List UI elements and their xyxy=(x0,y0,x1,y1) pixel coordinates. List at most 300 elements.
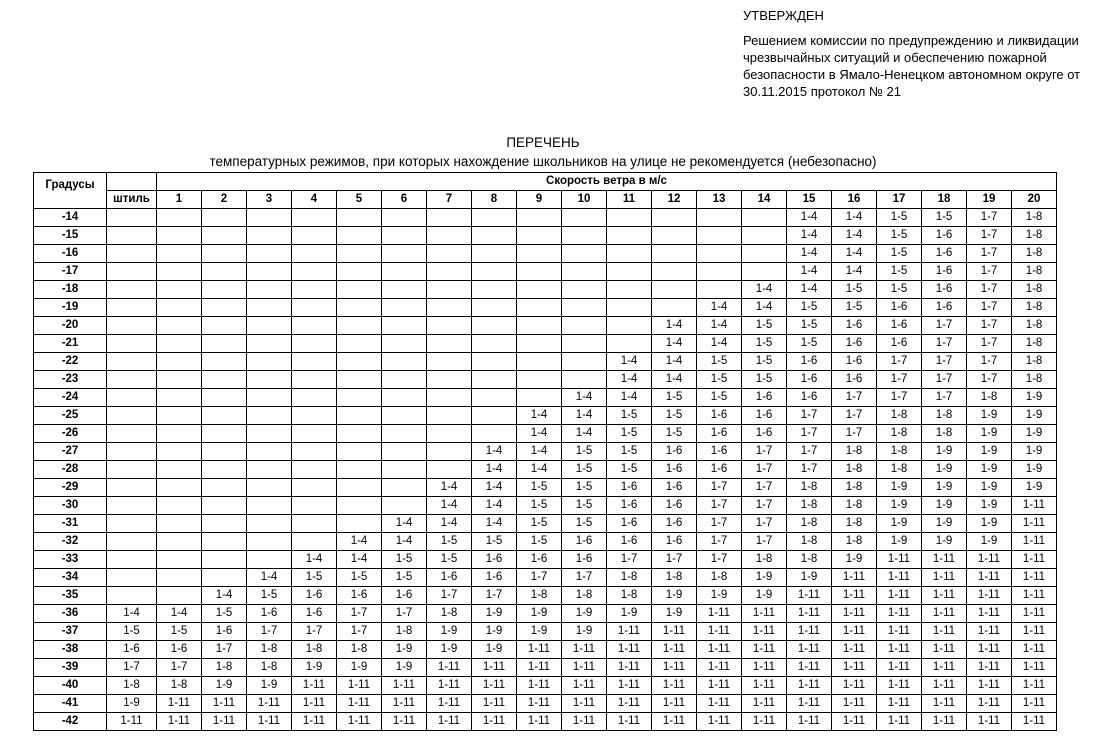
value-cell: 1-9 xyxy=(922,533,967,551)
value-cell: 1-5 xyxy=(877,227,922,245)
value-cell: 1-7 xyxy=(787,407,832,425)
value-cell: 1-11 xyxy=(1012,497,1057,515)
value-cell: 1-7 xyxy=(607,551,652,569)
value-cell: 1-7 xyxy=(292,623,337,641)
table-row xyxy=(34,299,1057,317)
document-subtitle: температурных режимов, при которых нахождение школьников на улице не рекомендуется (небезопасно) xyxy=(209,154,877,169)
value-cell xyxy=(247,281,292,299)
value-cell: 1-9 xyxy=(472,641,517,659)
value-cell: 1-9 xyxy=(427,641,472,659)
value-cell: 1-11 xyxy=(427,713,472,731)
value-cell: 1-4 xyxy=(787,245,832,263)
value-cell xyxy=(697,281,742,299)
value-cell: 1-6 xyxy=(742,407,787,425)
table-body xyxy=(34,209,1057,731)
table-row xyxy=(34,695,1057,713)
value-cell: 1-7 xyxy=(697,533,742,551)
value-cell: 1-11 xyxy=(877,641,922,659)
value-cell: 1-6 xyxy=(652,515,697,533)
value-cell: 1-6 xyxy=(877,335,922,353)
value-cell: 1-4 xyxy=(472,497,517,515)
value-cell xyxy=(427,209,472,227)
value-cell xyxy=(517,209,562,227)
value-cell: 1-9 xyxy=(382,641,427,659)
table-row xyxy=(34,335,1057,353)
value-cell xyxy=(247,407,292,425)
value-cell: 1-5 xyxy=(562,461,607,479)
value-cell xyxy=(562,227,607,245)
value-cell: 1-6 xyxy=(247,605,292,623)
value-cell xyxy=(247,299,292,317)
calm-value-cell xyxy=(107,317,157,335)
value-cell: 1-9 xyxy=(1012,443,1057,461)
temperature-cell: -34 xyxy=(34,569,107,587)
table-row xyxy=(34,641,1057,659)
value-cell: 1-11 xyxy=(967,659,1012,677)
value-cell xyxy=(427,443,472,461)
value-cell xyxy=(697,209,742,227)
value-cell: 1-4 xyxy=(832,209,877,227)
value-cell: 1-5 xyxy=(382,569,427,587)
value-cell: 1-4 xyxy=(472,443,517,461)
value-cell: 1-9 xyxy=(1012,425,1057,443)
value-cell: 1-9 xyxy=(967,425,1012,443)
value-cell: 1-6 xyxy=(742,389,787,407)
value-cell xyxy=(562,317,607,335)
value-cell xyxy=(337,263,382,281)
temperature-cell: -39 xyxy=(34,659,107,677)
value-cell: 1-9 xyxy=(967,479,1012,497)
value-cell: 1-8 xyxy=(1012,335,1057,353)
value-cell xyxy=(157,443,202,461)
value-cell xyxy=(472,245,517,263)
value-cell xyxy=(427,353,472,371)
temperature-cell: -16 xyxy=(34,245,107,263)
value-cell: 1-6 xyxy=(697,461,742,479)
value-cell: 1-8 xyxy=(607,587,652,605)
value-cell: 1-8 xyxy=(877,425,922,443)
value-cell: 1-5 xyxy=(877,281,922,299)
value-cell: 1-7 xyxy=(877,371,922,389)
value-cell: 1-6 xyxy=(562,533,607,551)
calm-value-cell xyxy=(107,263,157,281)
calm-value-cell xyxy=(107,587,157,605)
value-cell xyxy=(382,227,427,245)
value-cell: 1-5 xyxy=(877,263,922,281)
value-cell xyxy=(157,353,202,371)
value-cell: 1-11 xyxy=(337,677,382,695)
value-cell: 1-11 xyxy=(832,713,877,731)
value-cell xyxy=(337,479,382,497)
value-cell: 1-7 xyxy=(967,263,1012,281)
table-row xyxy=(34,209,1057,227)
value-cell xyxy=(382,335,427,353)
value-cell xyxy=(247,551,292,569)
value-cell: 1-5 xyxy=(742,371,787,389)
value-cell: 1-9 xyxy=(967,443,1012,461)
value-cell: 1-4 xyxy=(472,461,517,479)
value-cell: 1-4 xyxy=(517,407,562,425)
value-cell: 1-8 xyxy=(607,569,652,587)
value-cell: 1-5 xyxy=(472,533,517,551)
table-row xyxy=(34,443,1057,461)
value-cell: 1-11 xyxy=(742,713,787,731)
value-cell: 1-6 xyxy=(607,515,652,533)
value-cell: 1-11 xyxy=(697,605,742,623)
value-cell: 1-5 xyxy=(607,425,652,443)
value-cell: 1-8 xyxy=(247,659,292,677)
value-cell: 1-11 xyxy=(1012,713,1057,731)
value-cell: 1-8 xyxy=(787,515,832,533)
value-cell: 1-5 xyxy=(337,569,382,587)
value-cell: 1-7 xyxy=(922,353,967,371)
value-cell xyxy=(292,245,337,263)
speed-header-cell: 7 xyxy=(427,191,472,209)
value-cell: 1-11 xyxy=(877,587,922,605)
value-cell: 1-6 xyxy=(922,227,967,245)
value-cell xyxy=(202,407,247,425)
value-cell xyxy=(427,227,472,245)
value-cell xyxy=(202,227,247,245)
value-cell: 1-4 xyxy=(652,317,697,335)
value-cell: 1-11 xyxy=(922,713,967,731)
value-cell: 1-7 xyxy=(922,389,967,407)
value-cell xyxy=(382,371,427,389)
value-cell: 1-11 xyxy=(652,623,697,641)
value-cell: 1-11 xyxy=(697,659,742,677)
value-cell: 1-11 xyxy=(1012,641,1057,659)
value-cell xyxy=(337,353,382,371)
value-cell: 1-9 xyxy=(652,587,697,605)
value-cell: 1-6 xyxy=(922,245,967,263)
value-cell: 1-6 xyxy=(607,497,652,515)
value-cell xyxy=(337,245,382,263)
value-cell: 1-7 xyxy=(337,605,382,623)
temperature-cell: -30 xyxy=(34,497,107,515)
value-cell xyxy=(607,335,652,353)
value-cell: 1-9 xyxy=(652,605,697,623)
value-cell xyxy=(607,281,652,299)
value-cell: 1-11 xyxy=(1012,587,1057,605)
value-cell xyxy=(292,533,337,551)
value-cell xyxy=(742,263,787,281)
calm-value-cell xyxy=(107,353,157,371)
value-cell: 1-9 xyxy=(967,407,1012,425)
value-cell xyxy=(382,425,427,443)
value-cell: 1-11 xyxy=(967,623,1012,641)
value-cell: 1-11 xyxy=(922,677,967,695)
value-cell xyxy=(427,317,472,335)
speed-header-cell: 19 xyxy=(967,191,1012,209)
value-cell: 1-11 xyxy=(787,713,832,731)
value-cell: 1-11 xyxy=(562,695,607,713)
value-cell: 1-6 xyxy=(787,389,832,407)
value-cell: 1-4 xyxy=(427,479,472,497)
value-cell: 1-11 xyxy=(877,569,922,587)
value-cell xyxy=(292,461,337,479)
value-cell: 1-4 xyxy=(202,587,247,605)
temperature-cell: -15 xyxy=(34,227,107,245)
value-cell: 1-5 xyxy=(877,245,922,263)
value-cell xyxy=(202,461,247,479)
value-cell xyxy=(202,533,247,551)
value-cell: 1-11 xyxy=(922,569,967,587)
value-cell: 1-6 xyxy=(877,317,922,335)
temperature-cell: -14 xyxy=(34,209,107,227)
value-cell: 1-9 xyxy=(337,659,382,677)
value-cell: 1-11 xyxy=(787,677,832,695)
value-cell: 1-5 xyxy=(652,425,697,443)
value-cell: 1-9 xyxy=(202,677,247,695)
value-cell: 1-6 xyxy=(382,587,427,605)
value-cell: 1-9 xyxy=(562,605,607,623)
value-cell xyxy=(157,371,202,389)
value-cell: 1-5 xyxy=(877,209,922,227)
value-cell: 1-4 xyxy=(382,533,427,551)
value-cell xyxy=(472,299,517,317)
value-cell: 1-5 xyxy=(697,371,742,389)
table-row xyxy=(34,623,1057,641)
value-cell: 1-4 xyxy=(787,281,832,299)
speed-header-cell: 12 xyxy=(652,191,697,209)
value-cell: 1-11 xyxy=(697,677,742,695)
value-cell: 1-11 xyxy=(1012,551,1057,569)
value-cell xyxy=(607,209,652,227)
value-cell: 1-9 xyxy=(877,515,922,533)
value-cell: 1-5 xyxy=(742,335,787,353)
value-cell: 1-9 xyxy=(967,461,1012,479)
value-cell: 1-5 xyxy=(292,569,337,587)
value-cell: 1-8 xyxy=(1012,245,1057,263)
value-cell: 1-8 xyxy=(877,407,922,425)
value-cell: 1-9 xyxy=(922,515,967,533)
value-cell: 1-9 xyxy=(292,659,337,677)
value-cell xyxy=(562,335,607,353)
value-cell xyxy=(337,335,382,353)
value-cell: 1-4 xyxy=(607,371,652,389)
value-cell xyxy=(742,209,787,227)
value-cell: 1-5 xyxy=(517,497,562,515)
value-cell xyxy=(337,443,382,461)
value-cell xyxy=(337,227,382,245)
value-cell: 1-9 xyxy=(517,605,562,623)
value-cell xyxy=(202,443,247,461)
value-cell: 1-9 xyxy=(967,533,1012,551)
value-cell xyxy=(472,407,517,425)
value-cell: 1-6 xyxy=(697,425,742,443)
value-cell: 1-11 xyxy=(1012,677,1057,695)
value-cell: 1-7 xyxy=(967,353,1012,371)
temperature-cell: -32 xyxy=(34,533,107,551)
value-cell: 1-8 xyxy=(202,659,247,677)
value-cell: 1-9 xyxy=(247,677,292,695)
calm-value-cell xyxy=(107,533,157,551)
value-cell: 1-11 xyxy=(1012,623,1057,641)
calm-header: штиль xyxy=(107,191,157,209)
temperature-cell: -40 xyxy=(34,677,107,695)
value-cell: 1-4 xyxy=(427,497,472,515)
value-cell: 1-7 xyxy=(877,353,922,371)
value-cell: 1-11 xyxy=(382,713,427,731)
value-cell: 1-11 xyxy=(922,695,967,713)
value-cell xyxy=(202,371,247,389)
value-cell: 1-7 xyxy=(742,497,787,515)
value-cell xyxy=(427,281,472,299)
speed-header-cell: 1 xyxy=(157,191,202,209)
value-cell xyxy=(292,479,337,497)
temperature-cell: -33 xyxy=(34,551,107,569)
value-cell xyxy=(517,317,562,335)
value-cell xyxy=(472,371,517,389)
value-cell xyxy=(292,281,337,299)
value-cell xyxy=(292,263,337,281)
temperature-cell: -42 xyxy=(34,713,107,731)
value-cell: 1-11 xyxy=(292,713,337,731)
value-cell: 1-4 xyxy=(832,263,877,281)
value-cell xyxy=(157,389,202,407)
temperature-cell: -23 xyxy=(34,371,107,389)
speed-header-cell: 11 xyxy=(607,191,652,209)
speed-header-cell: 17 xyxy=(877,191,922,209)
value-cell xyxy=(472,353,517,371)
value-cell: 1-11 xyxy=(967,551,1012,569)
temperature-cell: -38 xyxy=(34,641,107,659)
value-cell xyxy=(202,353,247,371)
degrees-header: Градусы xyxy=(34,173,107,209)
value-cell xyxy=(382,461,427,479)
value-cell: 1-5 xyxy=(517,533,562,551)
value-cell: 1-9 xyxy=(697,587,742,605)
value-cell xyxy=(202,389,247,407)
value-cell xyxy=(517,371,562,389)
value-cell: 1-4 xyxy=(832,227,877,245)
value-cell: 1-4 xyxy=(562,425,607,443)
value-cell: 1-6 xyxy=(922,281,967,299)
value-cell: 1-8 xyxy=(517,587,562,605)
value-cell: 1-6 xyxy=(832,353,877,371)
value-cell xyxy=(292,443,337,461)
calm-value-cell: 1-5 xyxy=(107,623,157,641)
value-cell xyxy=(157,515,202,533)
value-cell xyxy=(382,263,427,281)
value-cell: 1-8 xyxy=(877,461,922,479)
value-cell xyxy=(202,479,247,497)
calm-value-cell: 1-11 xyxy=(107,713,157,731)
document-title: ПЕРЕЧЕНЬ xyxy=(506,135,580,150)
value-cell: 1-4 xyxy=(832,245,877,263)
value-cell: 1-11 xyxy=(742,695,787,713)
value-cell: 1-11 xyxy=(247,713,292,731)
value-cell: 1-11 xyxy=(1012,605,1057,623)
value-cell: 1-4 xyxy=(697,299,742,317)
value-cell: 1-6 xyxy=(337,587,382,605)
value-cell: 1-11 xyxy=(787,587,832,605)
value-cell xyxy=(157,587,202,605)
value-cell: 1-5 xyxy=(202,605,247,623)
calm-value-cell xyxy=(107,461,157,479)
value-cell xyxy=(382,443,427,461)
value-cell: 1-9 xyxy=(517,623,562,641)
speed-header-cell: 15 xyxy=(787,191,832,209)
calm-value-cell: 1-7 xyxy=(107,659,157,677)
value-cell: 1-5 xyxy=(427,533,472,551)
value-cell: 1-4 xyxy=(787,227,832,245)
value-cell: 1-11 xyxy=(607,695,652,713)
wind-speed-header: Скорость ветра в м/с xyxy=(157,173,1057,191)
value-cell xyxy=(382,281,427,299)
value-cell: 1-8 xyxy=(787,479,832,497)
value-cell xyxy=(607,263,652,281)
value-cell: 1-5 xyxy=(787,335,832,353)
value-cell: 1-7 xyxy=(427,587,472,605)
value-cell: 1-7 xyxy=(652,551,697,569)
value-cell: 1-11 xyxy=(562,677,607,695)
value-cell: 1-11 xyxy=(877,677,922,695)
value-cell: 1-11 xyxy=(517,677,562,695)
value-cell xyxy=(337,299,382,317)
value-cell: 1-11 xyxy=(697,641,742,659)
value-cell xyxy=(472,389,517,407)
value-cell: 1-11 xyxy=(382,695,427,713)
value-cell: 1-5 xyxy=(427,551,472,569)
calm-value-cell: 1-6 xyxy=(107,641,157,659)
value-cell xyxy=(157,227,202,245)
value-cell: 1-5 xyxy=(832,281,877,299)
value-cell xyxy=(202,281,247,299)
value-cell xyxy=(247,209,292,227)
value-cell: 1-6 xyxy=(652,479,697,497)
value-cell xyxy=(472,317,517,335)
value-cell: 1-7 xyxy=(967,209,1012,227)
value-cell xyxy=(562,281,607,299)
value-cell: 1-4 xyxy=(742,299,787,317)
value-cell: 1-8 xyxy=(787,533,832,551)
value-cell: 1-11 xyxy=(832,623,877,641)
value-cell: 1-5 xyxy=(652,407,697,425)
value-cell: 1-11 xyxy=(967,605,1012,623)
value-cell xyxy=(427,407,472,425)
value-cell: 1-6 xyxy=(427,569,472,587)
value-cell xyxy=(382,407,427,425)
value-cell: 1-11 xyxy=(607,713,652,731)
value-cell: 1-4 xyxy=(517,425,562,443)
value-cell: 1-7 xyxy=(787,443,832,461)
value-cell: 1-11 xyxy=(832,587,877,605)
value-cell xyxy=(517,245,562,263)
value-cell: 1-7 xyxy=(832,389,877,407)
temperature-cell: -19 xyxy=(34,299,107,317)
table-header-row xyxy=(34,173,1057,191)
value-cell xyxy=(652,227,697,245)
value-cell: 1-6 xyxy=(697,443,742,461)
temperature-cell: -25 xyxy=(34,407,107,425)
value-cell xyxy=(652,299,697,317)
value-cell: 1-11 xyxy=(517,713,562,731)
value-cell xyxy=(382,245,427,263)
value-cell: 1-11 xyxy=(472,695,517,713)
value-cell xyxy=(247,353,292,371)
value-cell xyxy=(652,263,697,281)
value-cell: 1-7 xyxy=(967,371,1012,389)
table-row xyxy=(34,407,1057,425)
temperature-cell: -27 xyxy=(34,443,107,461)
calm-header-spacer xyxy=(107,173,157,191)
value-cell: 1-5 xyxy=(742,317,787,335)
value-cell: 1-8 xyxy=(832,479,877,497)
value-cell: 1-9 xyxy=(877,497,922,515)
value-cell: 1-6 xyxy=(652,497,697,515)
value-cell: 1-4 xyxy=(337,533,382,551)
